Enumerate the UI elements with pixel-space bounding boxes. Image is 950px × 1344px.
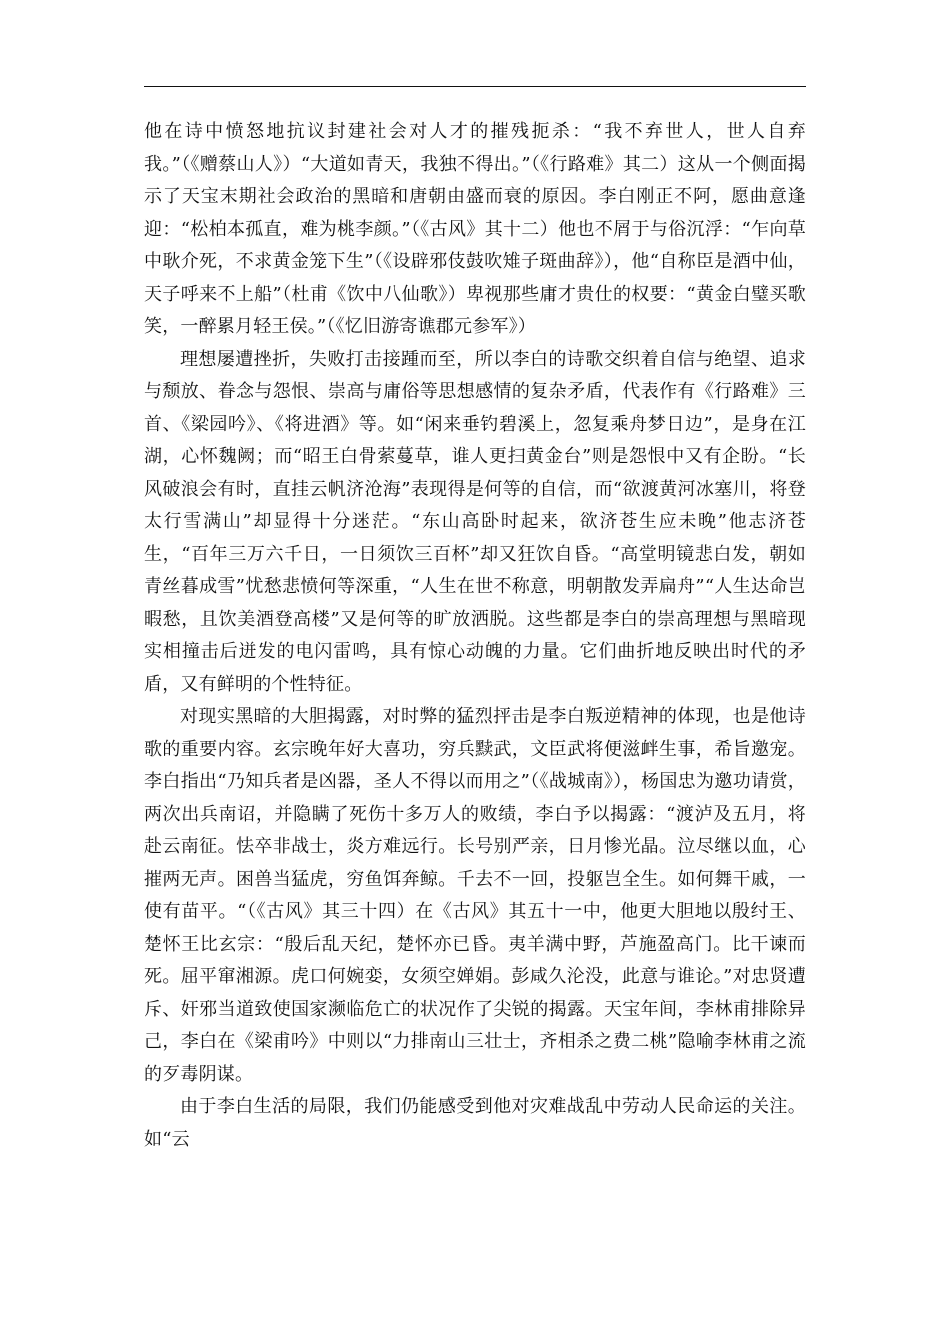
document-body — [144, 116, 806, 1156]
paragraph-2: 理想屡遭挫折，失败打击接踵而至，所以李白的诗歌交织着自信与绝望、追求与颓放、眷念与怨恨、崇高与庸俗等思想感情的复杂矛盾，代表作有《行路难》三首、《梁园吟》、《将进酒》等。如“闲来垂钓碧溪上，忽复乘舟梦日边”，是身在江湖，心怀魏阙；而“昭王白骨萦蔓草，谁人更扫黄金台”则是怨恨中又有企盼。“长风破浪会有时，直挂云帆济沧海”表现得是何等的自信，而“欲渡黄河冰塞川，将登太行雪满山”却显得十分迷茫。“东山高卧时起来，欲济苍生应未晚”他志济苍生，“百年三万六千日，一日须饮三百杯”却又狂饮自昏。“高堂明镜悲白发，朝如青丝暮成雪”忧愁悲愤何等深重，“人生在世不称意，明朝散发弄扁舟”“人生达命岂暇愁，且饮美酒登高楼”又是何等的旷放洒脱。这些都是李白的崇高理想与黑暗现实相撞击后迸发的电闪雷鸣，具有惊心动魄的力量。它们曲折地反映出时代的矛盾，又有鲜明的个性特征。 — [144, 348, 806, 695]
paragraph-4: 由于李白生活的局限，我们仍能感受到他对灾难战乱中劳动人民命运的关注。如“云 — [144, 1096, 806, 1150]
paragraph-3: 对现实黑暗的大胆揭露，对时弊的猛烈抨击是李白叛逆精神的体现，也是他诗歌的重要内容。玄宗晚年好大喜功，穷兵黩武，文臣武将便滋衅生事，希旨邀宠。李白指出“乃知兵者是凶器，圣人不得以而用之”（《战城南》），杨国忠为邀功请赏，两次出兵南诏，并隐瞒了死伤十多万人的败绩，李白予以揭露：“渡泸及五月，将赴云南征。怯卒非战士，炎方难远行。长号别严亲，日月惨光晶。泣尽继以血，心摧两无声。困兽当猛虎，穷鱼饵奔鲸。千去不一回，投躯岂全生。如何舞干戚，一使有苗平。“（《古风》其三十四）在《古风》其五十一中，他更大胆地以殷纣王、楚怀王比玄宗：“殷后乱天纪，楚怀亦已昏。夷羊满中野，芦施盈高门。比干谏而死。屈平窜湘源。虎口何婉娈，女须空婵娟。彭咸久沦没，此意与谁论。”对忠贤遭斥、奸邪当道致使国家濒临危亡的状况作了尖锐的揭露。天宝年间，李林甫排除异己，李白在《梁甫吟》中则以“力排南山三壮士，齐相杀之费二桃”隐喻李林甫之流的歹毒阴谋。 — [144, 706, 806, 1085]
header-rule — [144, 86, 806, 87]
paragraph-1: 他在诗中愤怒地抗议封建社会对人才的摧残扼杀：“我不弃世人，世人自弃我。”（《赠蔡山人》）“大道如青天，我独不得出。”（《行路难》其二）这从一个侧面揭示了天宝末期社会政治的黑暗和唐朝由盛而衰的原因。李白刚正不阿，愿曲意逢迎：“松柏本孤直，难为桃李颜。”（《古风》其十二）他也不屑于与俗沉浮：“乍向草中耿介死，不求黄金笼下生”（《设辟邪伎鼓吹雉子斑曲辞》），他“自称臣是酒中仙，天子呼来不上船”（杜甫《饮中八仙歌》）卑视那些庸才贵仕的权要：“黄金白璧买歌笑，一醉累月轻王侯。”（《忆旧游寄谯郡元参军》） — [144, 121, 806, 337]
